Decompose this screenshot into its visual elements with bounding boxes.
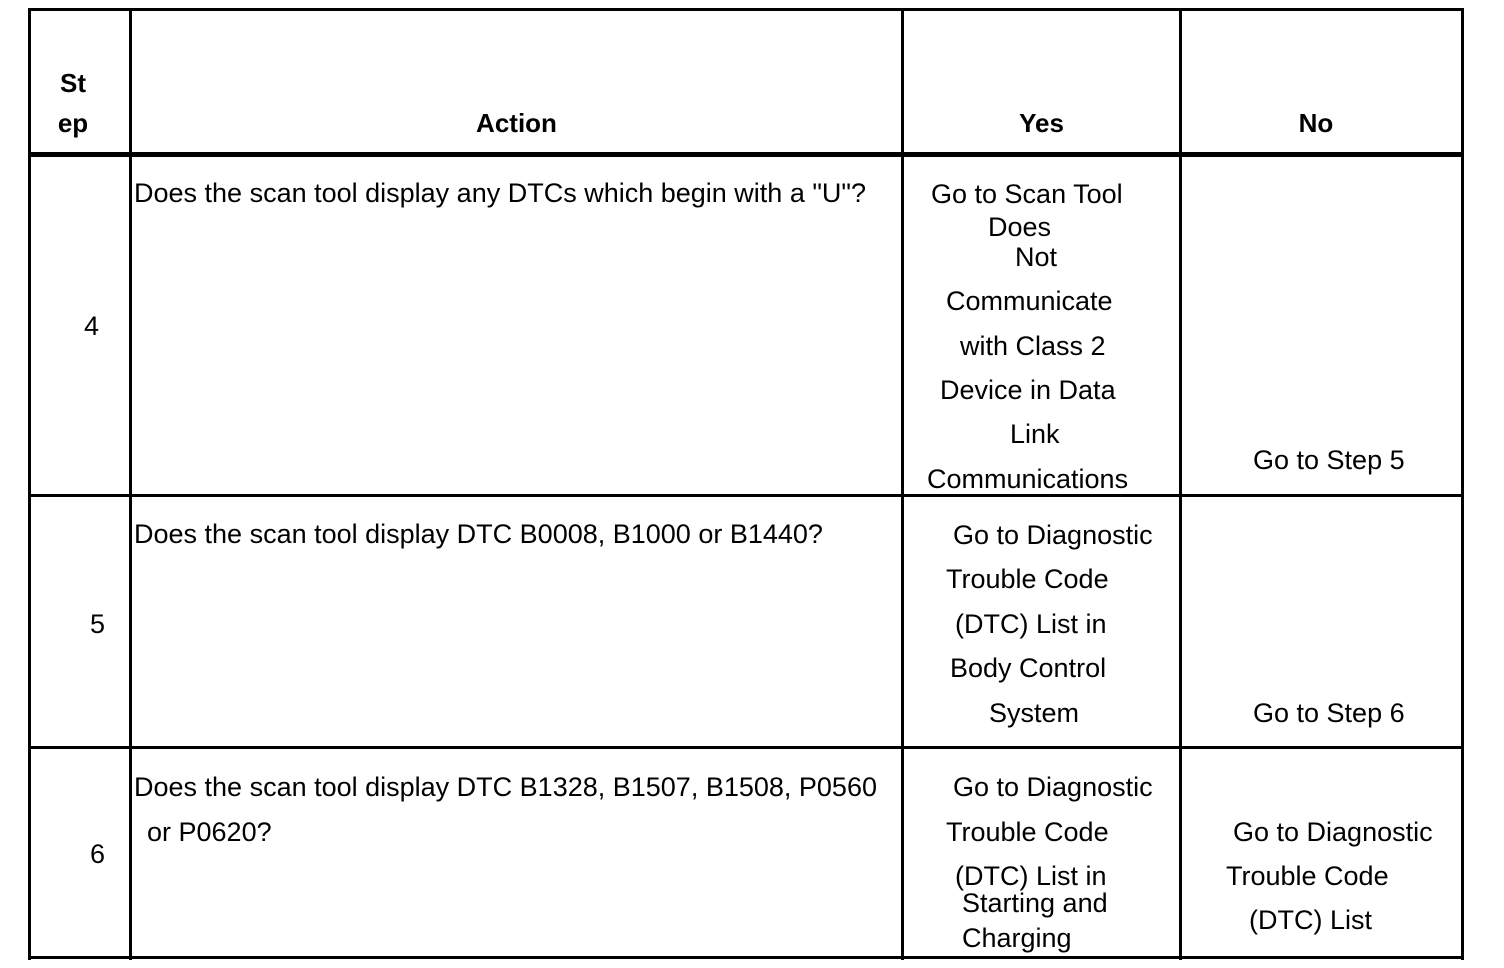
column-divider-action-yes [901,8,904,960]
no-text: Go to Diagnostic [1233,817,1433,847]
yes-text: Trouble Code [946,564,1109,594]
table-bottom-border [28,956,1464,959]
yes-text: Charging [962,923,1072,953]
action-text: Does the scan tool display DTC B1328, B1507, B1508, P0560 [134,772,877,802]
step-number: 5 [90,609,106,639]
header-action: Action [476,108,557,138]
header-step [50,66,96,140]
yes-text: Go to Diagnostic [953,520,1153,550]
header-divider [28,152,1464,157]
yes-text: Starting and [962,888,1108,918]
row-divider [28,746,1464,749]
yes-text: with Class 2 [960,331,1106,361]
no-text: (DTC) List [1249,905,1372,935]
yes-text: Not [1015,242,1058,272]
no-text: Go to Step 5 [1253,445,1405,475]
yes-text: Go to Diagnostic [953,772,1153,802]
yes-text: Go to Scan Tool [931,179,1123,209]
no-text: Trouble Code [1226,861,1389,891]
yes-text: System [989,698,1080,728]
header-step-line: ep [57,108,89,138]
yes-text: Communicate [946,286,1113,316]
step-number: 4 [84,311,100,341]
column-divider-yes-no [1179,8,1182,960]
yes-text: Body Control [950,653,1107,683]
yes-text: Communications [927,464,1129,494]
yes-text: Device in Data [940,375,1116,405]
header-no: No [1298,108,1334,138]
action-text: or P0620? [147,817,272,847]
header-step-line: St [60,68,86,98]
yes-text: Does [988,212,1052,242]
yes-text: Trouble Code [946,817,1109,847]
yes-text: (DTC) List in [955,861,1107,891]
yes-text: Link [1010,419,1060,449]
step-number: 6 [90,839,106,869]
row-divider [28,494,1464,497]
column-divider-step-action [129,8,132,960]
yes-text: (DTC) List in [955,609,1107,639]
no-text: Go to Step 6 [1253,698,1405,728]
action-text: Does the scan tool display any DTCs which begin with a "U"? [134,178,867,208]
header-yes: Yes [1019,108,1064,138]
action-text: Does the scan tool display DTC B0008, B1000 or B1440? [134,519,823,549]
